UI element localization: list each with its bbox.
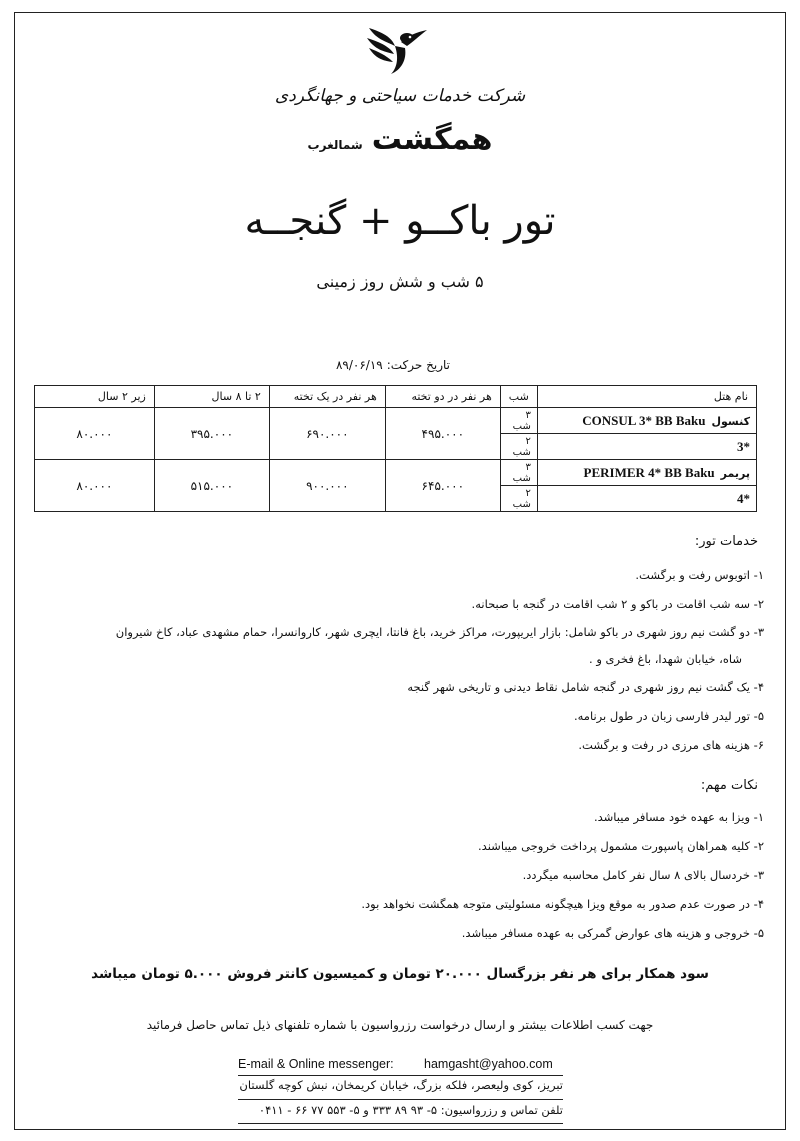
brand-name: همگشت <box>371 122 493 157</box>
list-item: ۳- دو گشت نیم روز شهری در باکو شامل: بازار ایریپورت، مراکز خرید، باغ فانتا، ایچری شهر، کاروانسرا، حمام مشهدی عباد، کاخ شیروان <box>115 625 764 639</box>
hotel-stars-cell <box>537 434 756 460</box>
price-single: ۶۹۰.۰۰۰ <box>269 408 385 460</box>
brand-logotype <box>300 122 500 157</box>
list-item: ۱- ویزا به عهده خود مسافر میباشد. <box>593 810 764 824</box>
tour-title: تور باکــو + گنجــه <box>244 198 556 244</box>
price-double: ۶۴۵.۰۰۰ <box>385 460 500 512</box>
contact-note: جهت کسب اطلاعات بیشتر و ارسال درخواست رزرواسیون با شماره تلفنهای ذیل تماس حاصل فرمائید <box>146 1018 654 1032</box>
list-item: ۳- خردسال بالای ۸ سال نفر کامل محاسبه میگردد. <box>522 868 764 882</box>
hotel-name-fa: پریمر <box>720 466 750 480</box>
nights-cell: ۳ شب <box>500 460 537 486</box>
list-item: ۴- یک گشت نیم روز شهری در گنجه شامل نقاط دیدنی و تاریخی شهر گنجه <box>407 680 764 694</box>
hotel-stars-cell <box>537 486 756 512</box>
hotel-stars: 3* <box>737 438 750 454</box>
hotel-name-fa: کنسول <box>711 414 750 428</box>
address: تبریز، کوی ولیعصر، فلکه بزرگ، خیابان کریمخان، نبش کوچه گلستان <box>239 1078 563 1092</box>
price-double: ۴۹۵.۰۰۰ <box>385 408 500 460</box>
footer-divider <box>238 1123 563 1124</box>
list-item: شاه، خیابان شهدا، باغ فخری و . <box>589 652 742 666</box>
brand-region: شمالغرب <box>307 138 363 152</box>
notes-list <box>34 803 764 948</box>
nights-cell: ۳ شب <box>500 408 537 434</box>
header-nights: شب <box>500 386 537 408</box>
header-single: هر نفر در یک تخته <box>269 386 385 408</box>
email-label: E-mail & Online messenger: <box>238 1057 394 1071</box>
price-child: ۳۹۵.۰۰۰ <box>154 408 269 460</box>
list-item: ۴- در صورت عدم صدور به موقع ویزا هیچگونه مسئولیتی متوجه همگشت نخواهد بود. <box>361 897 764 911</box>
table-row <box>35 460 757 486</box>
header-double: هر نفر در دو تخته <box>385 386 500 408</box>
footer-divider <box>238 1099 563 1100</box>
list-item: ۵- خروجی و هزینه های عوارض گمرکی به عهده مسافر میباشد. <box>461 926 764 940</box>
list-item: ۶- هزینه های مرزی در رفت و برگشت. <box>578 738 764 752</box>
company-tagline: شرکت خدمات سیاحتی و جهانگردی <box>274 86 526 106</box>
list-item: ۱- اتوبوس رفت و برگشت. <box>635 568 764 582</box>
hotel-stars: 4* <box>737 490 750 506</box>
nights-cell: ۲ شب <box>500 486 537 512</box>
email-address[interactable]: hamgasht@yahoo.com <box>424 1057 553 1071</box>
header-child: ۲ تا ۸ سال <box>154 386 269 408</box>
header-infant: زیر ۲ سال <box>35 386 155 408</box>
hotel-price-table <box>34 385 757 512</box>
table-row <box>35 408 757 434</box>
list-item: ۲- سه شب اقامت در باکو و ۲ شب اقامت در گنجه با صبحانه. <box>471 597 764 611</box>
footer-divider <box>238 1075 563 1076</box>
departure-date <box>330 358 450 372</box>
price-infant: ۸۰.۰۰۰ <box>35 460 155 512</box>
services-list <box>34 561 764 760</box>
phone-numbers: تلفن تماس و رزرواسیون: ۵- ۹۳ ۸۹ ۳۳۳ و ۵- ۵۵۳ ۷۷ ۶۶ - ۰۴۱۱ <box>258 1103 563 1117</box>
header-hotel: نام هتل <box>537 386 756 408</box>
price-single: ۹۰۰.۰۰۰ <box>269 460 385 512</box>
list-item: ۲- کلیه همراهان پاسپورت مشمول پرداخت خروجی میباشند. <box>478 839 764 853</box>
list-item: ۵- تور لیدر فارسی زبان در طول برنامه. <box>573 709 764 723</box>
hotel-name-cell <box>537 460 756 486</box>
departure-label: تاریخ حرکت: <box>386 358 450 372</box>
nights-cell: ۲ شب <box>500 434 537 460</box>
hotel-name-en: CONSUL 3* BB Baku <box>582 412 706 428</box>
price-infant: ۸۰.۰۰۰ <box>35 408 155 460</box>
notes-heading: نکات مهم: <box>700 778 758 793</box>
partner-profit-line: سود همکار برای هر نفر بزرگسال ۲۰.۰۰۰ تومان و کمیسیون کانتر فروش ۵.۰۰۰ تومان میباشد <box>91 966 709 982</box>
tour-subtitle: ۵ شب و شش روز زمینی <box>316 272 484 291</box>
hotel-name-en: PERIMER 4* BB Baku <box>583 464 715 480</box>
company-logo-icon <box>361 22 431 76</box>
table-header-row <box>35 386 757 408</box>
departure-value: ۸۹/۰۶/۱۹ <box>335 358 383 372</box>
hotel-name-cell <box>537 408 756 434</box>
services-heading: خدمات تور: <box>694 534 758 549</box>
price-child: ۵۱۵.۰۰۰ <box>154 460 269 512</box>
